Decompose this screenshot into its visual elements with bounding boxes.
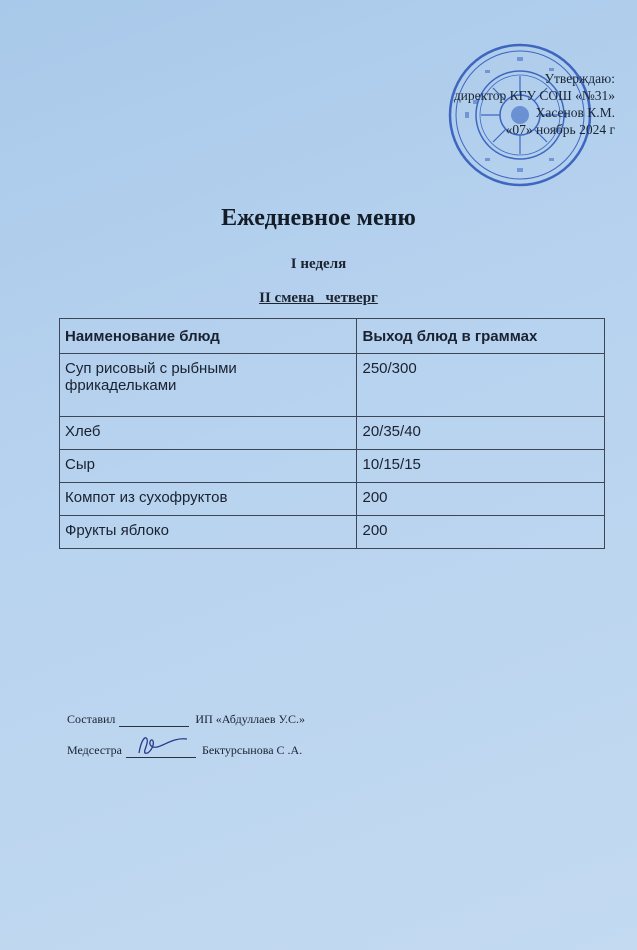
portion-cell: 10/15/15 xyxy=(357,450,605,483)
table-row xyxy=(60,516,605,549)
page-title: Ежедневное меню xyxy=(221,205,416,231)
compiled-by-line xyxy=(67,712,305,727)
dish-name-cell: Фрукты яблоко xyxy=(60,516,357,549)
approval-name: Хасенов К.М. xyxy=(535,105,615,120)
dish-name-cell: Хлеб xyxy=(60,417,357,450)
dish-name-cell: Компот из сухофруктов xyxy=(60,483,357,516)
approval-director: директор КГУ СОШ «№31» xyxy=(453,88,615,103)
nurse-name: Бектурсынова С .А. xyxy=(201,743,303,757)
dish-name-cell: Суп рисовый с рыбными фрикадельками xyxy=(60,354,357,417)
compiled-by-name: ИП «Абдуллаев У.С.» xyxy=(195,712,306,726)
portion-cell: 250/300 xyxy=(357,354,605,417)
table-row xyxy=(60,483,605,516)
nurse-line xyxy=(67,743,302,758)
portion-cell: 20/35/40 xyxy=(357,417,605,450)
portion-cell: 200 xyxy=(357,483,605,516)
signature-blank xyxy=(119,714,189,727)
shift-label xyxy=(0,290,637,307)
table-row xyxy=(60,417,605,450)
approval-heading: Утверждаю: xyxy=(544,71,615,86)
compiled-label: Составил xyxy=(67,712,116,726)
week-label: I неделя xyxy=(290,256,347,272)
column-header-portion: Выход блюд в граммах xyxy=(357,319,605,354)
signature-blank xyxy=(126,745,196,758)
table-row xyxy=(60,354,605,417)
dish-name-cell: Сыр xyxy=(60,450,357,483)
approval-date: «07» ноябрь 2024 г xyxy=(505,122,615,137)
table-header-row xyxy=(60,319,605,354)
handwritten-signature xyxy=(131,731,191,757)
shift-text: II смена четверг xyxy=(259,290,378,306)
approval-block xyxy=(415,70,615,138)
table-row xyxy=(60,450,605,483)
portion-cell: 200 xyxy=(357,516,605,549)
column-header-dish: Наименование блюд xyxy=(60,319,357,354)
nurse-label: Медсестра xyxy=(67,743,122,757)
menu-table xyxy=(59,318,605,549)
